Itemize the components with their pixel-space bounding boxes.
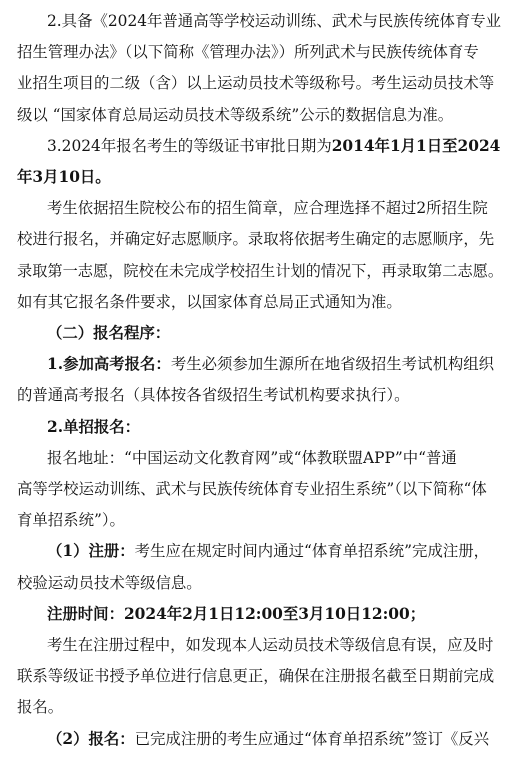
text-span-bold: 2014年1月1日至2024 [331,136,501,155]
text-span: 业招生项目的二级（含）以上运动员技术等级称号。考生运动员技术等 [17,74,495,93]
text-line [0,536,489,567]
text-line [0,505,125,536]
subsection-heading [0,412,140,443]
text-line [0,162,111,193]
section-heading [0,318,170,349]
text-span: 报名。 [17,698,64,717]
text-span: 级以 “国家体育总局运动员技术等级系统”公示的数据信息为准。 [17,105,454,124]
text-span-bold: 年3月10日。 [17,168,111,186]
text-line [0,256,503,287]
text-line [0,287,402,318]
text-span-bold: （二）报名程序： [47,324,171,342]
registration-time [0,599,425,630]
text-span: 录取第一志愿，院校在未完成学校招生计划的情况下，再录取第二志愿。 [17,261,503,280]
text-line [0,6,501,37]
text-line [0,131,500,162]
text-span: 招生管理办法》（以下简称《管理办法》）所列武术与民族传统体育专 [17,43,479,62]
text-span: 3.2024年报名考生的等级证书审批日期为 [47,136,332,155]
text-span: 考生在注册过程中，如发现本人运动员技术等级信息有误，应及时 [47,636,494,654]
text-span: 已完成注册的考生应通过“体育单招系统”签订《反兴 [134,729,490,748]
text-span: 考生依据招生院校公布的招生简章，应合理选择不超过2所招生院 [47,199,488,218]
text-span: 如有其它报名条件要求，以国家体育总局正式通知为准。 [17,292,402,311]
text-span: 的普通高考报名（具体按各省级招生考试机构要求执行）。 [17,386,410,405]
text-line [0,568,202,599]
text-span: 校验运动员技术等级信息。 [17,573,202,592]
text-span-bold: （2）报名： [47,729,135,748]
text-line [0,630,493,661]
text-span: 报名地址：“中国运动文化教育网”或“体教联盟APP”中“普通 [47,448,457,467]
text-line [0,349,494,380]
text-line [0,380,409,411]
text-line [0,661,494,692]
text-line [0,37,479,68]
text-line [0,443,457,474]
text-span-bold: 1.参加高考报名： [47,355,171,374]
text-line [0,474,487,505]
text-span: 校进行报名，并确定好志愿顺序。录取将依据考生确定的志愿顺序，先 [17,230,495,249]
text-span-bold: 2.单招报名： [47,417,141,436]
text-line [0,224,494,255]
text-span: 育单招系统”）。 [17,511,125,530]
text-span: 高等学校运动训练、武术与民族传统体育专业招生系统”（以下简称“体 [17,480,487,498]
text-line [0,193,488,224]
text-line [0,724,489,755]
text-span: 考生应在规定时间内通过“体育单招系统”完成注册， [134,542,490,561]
text-span: 2.具备《2024年普通高等学校运动训练、武术与民族传统体育专业 [47,12,502,30]
text-span-bold: （1）注册： [47,542,135,561]
text-span: 联系等级证书授予单位进行信息更正，确保在注册报名截至日期前完成 [17,667,495,686]
text-line [0,68,494,99]
text-line [0,100,453,131]
text-span: 考生必须参加生源所在地省级招生考试机构组织 [170,355,495,374]
text-span-bold: 注册时间：2024年2月1日12:00至3月10日12:00； [47,604,426,623]
text-line [0,692,63,723]
